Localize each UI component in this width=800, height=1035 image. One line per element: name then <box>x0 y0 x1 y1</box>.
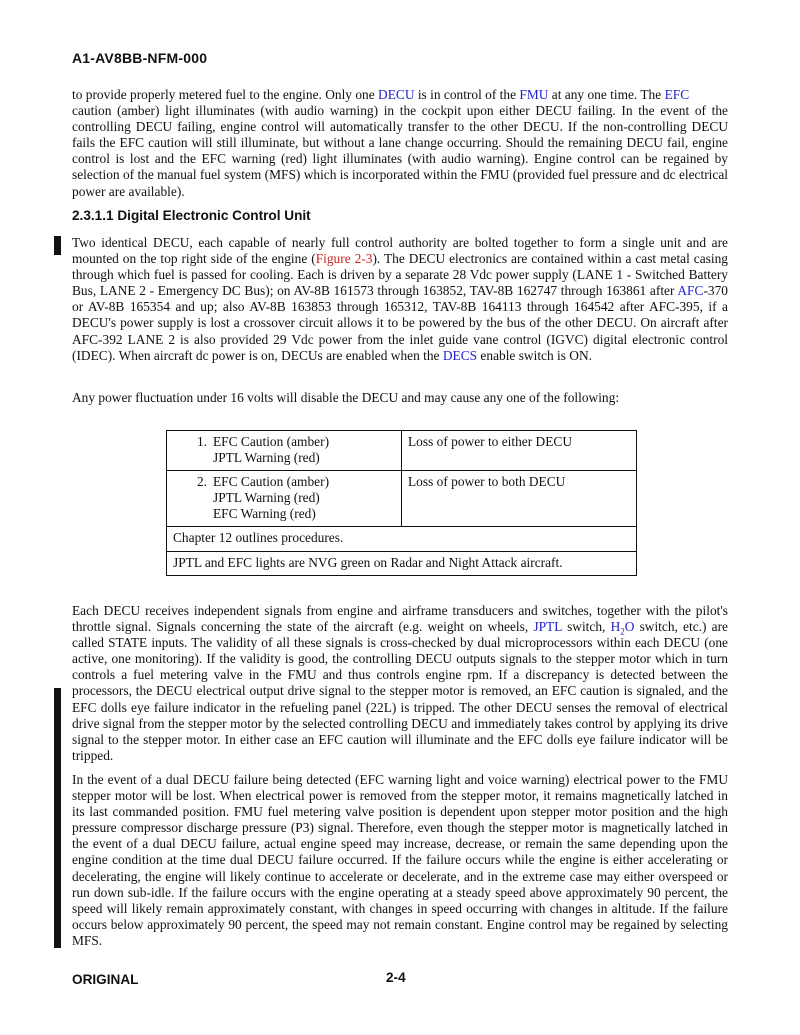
paragraph-decu-description: Two identical DECU, each capable of nearly full control authority are bolted together to form a single unit and are mounted on the top right side of the engine (Figure 2-3). The DECU electronics are contained within a cast metal casing through which fuel is passed for cooling. Each is driven by a separate 28 Vdc power supply (LANE 1 - Switched Battery Bus, LANE 2 - Emergency DC Bus); on AV-8B 161573 through 163852, TAV-8B 162747 through 163861 after AFC-370 or AV-8B 165354 and up; also AV-8B 163853 through 165312, TAV-8B 164113 through 164542 after AFC-395, if a DECU's power supply is lost a crossover circuit allows it to be powered by the bus of the other DECU. On aircraft after AFC-392 LANE 2 is also provided 29 Vdc power from the inlet guide vane control (IGVC) digital electronic control (IDEC). When aircraft dc power is on, DECUs are enabled when the DECS enable switch is ON. <box>72 235 728 363</box>
page-number: 2-4 <box>386 970 406 985</box>
link-jptl[interactable]: JPTL <box>533 619 562 635</box>
link-decu[interactable]: DECU <box>378 87 415 102</box>
change-bar <box>54 771 61 948</box>
link-efc[interactable]: EFC <box>664 87 690 102</box>
paragraph-decu-signals: Each DECU receives independent signals from engine and airframe transducers and switches, together with the pilot's throttle signal. Signals concerning the state of the aircraft (e.g. weight on wheels, JPTL switch, $H_2O$ switch, etc.) are called STATE inputs. The validity of all these signals is cross-checked by dual microprocessors within each DECU (one active, one monitoring). If the validity is good, the controlling DECU outputs signals to the stepper motor which in turn controls a fuel metering valve in the FMU and thus controls engine rpm. If a discrepancy is detected between the processors, the DECU electrical output drive signal to the stepper motor is removed, an EFC caution is signaled, and the EFC dolls eye failure indicator in the refueling panel (22L) is tripped. The other DECU senses the removal of electrical drive signal from the stepper motor by the selected controlling DECU and immediately takes control by applying its drive signal to the stepper motor. In either case an EFC caution will illuminate and the EFC dolls eye failure indicator will be tripped. <box>72 603 728 763</box>
link-fmu[interactable]: FMU <box>519 87 549 102</box>
table-note-procedures: Chapter 12 outlines procedures. <box>167 527 637 551</box>
item-number: 1. <box>196 434 207 449</box>
table-row <box>167 471 637 527</box>
caution-table <box>166 430 637 576</box>
table-cell-indications <box>167 471 402 527</box>
change-bar <box>54 236 61 255</box>
table-row <box>167 431 637 471</box>
paragraph-power-fluctuation: Any power fluctuation under 16 volts will disable the DECU and may cause any one of the following: <box>72 390 620 405</box>
table-note-nvg: JPTL and EFC lights are NVG green on Radar and Night Attack aircraft. <box>167 551 637 575</box>
change-bar <box>54 688 61 784</box>
table-row <box>167 551 637 575</box>
footer-status: ORIGINAL <box>72 972 139 987</box>
table-cell-cause: Loss of power to either DECU <box>402 431 637 471</box>
table-cell-indications <box>167 431 402 471</box>
paragraph-fuel-control: to provide properly metered fuel to the engine. Only one DECU is in control of the FMU at any one time. The EFC caution (amber) light illuminates (with audio warning) in the cockpit upon either DECU failing. In the event of the controlling DECU failing, engine control will automatically transfer to the other DECU. If the non-controlling DECU fails the EFC caution will still illuminate, but without a lane change occurring. Should the remaining DECU fail, engine control is lost and the EFC warning (red) light illuminates (with audio warning). Engine control can be regained by selection of the manual fuel system (MFS) which is incorporated within the FMU (provided fuel pressure and dc electrical power are available). <box>72 87 728 199</box>
paragraph-dual-decu-failure: In the event of a dual DECU failure being detected (EFC warning light and voice warning) electrical power to the FMU stepper motor will be lost. When electrical power is removed from the stepper motor, it remains magnetically latched in its last commanded position. FMU fuel metering valve position is dependent upon stepper motor position and the high pressure compressor discharge pressure (P3) signal. Therefore, even though the stepper motor is magnetically latched in the event of a dual DECU failure, actual engine speed may increase, decrease, or remain the same depending upon the engine condition at the time dual DECU failure occurred. If the failure occurs while the engine is either accelerating or decelerating, the engine will likely continue to accelerate or decelerate, and in the extreme case may either overspeed or run down sub-idle. If the failure occurs with the engine operating at a steady speed above approximately 90 percent, the speed will likely remain approximately constant, with changes in speed occurring with changes in altitude. If the failure occurs below approximately 90 percent, the speed may not remain constant. Engine control may be regained by selecting MFS. <box>72 772 728 948</box>
indication-lines: EFC Caution (amber) JPTL Warning (red) <box>213 434 330 466</box>
link-figure-2-3[interactable]: Figure 2-3 <box>315 251 373 267</box>
indication-lines: EFC Caution (amber) JPTL Warning (red) EFC Warning (red) <box>213 474 330 522</box>
table-row <box>167 527 637 551</box>
item-number: 2. <box>196 474 207 490</box>
document-id: A1-AV8BB-NFM-000 <box>72 50 208 66</box>
section-heading: 2.3.1.1 Digital Electronic Control Unit <box>72 208 311 223</box>
table-cell-cause: Loss of power to both DECU <box>402 471 637 527</box>
link-afc[interactable]: AFC <box>677 283 704 299</box>
link-decs[interactable]: DECS <box>442 347 478 363</box>
link-h2o[interactable]: $H_2O$ <box>610 619 635 637</box>
